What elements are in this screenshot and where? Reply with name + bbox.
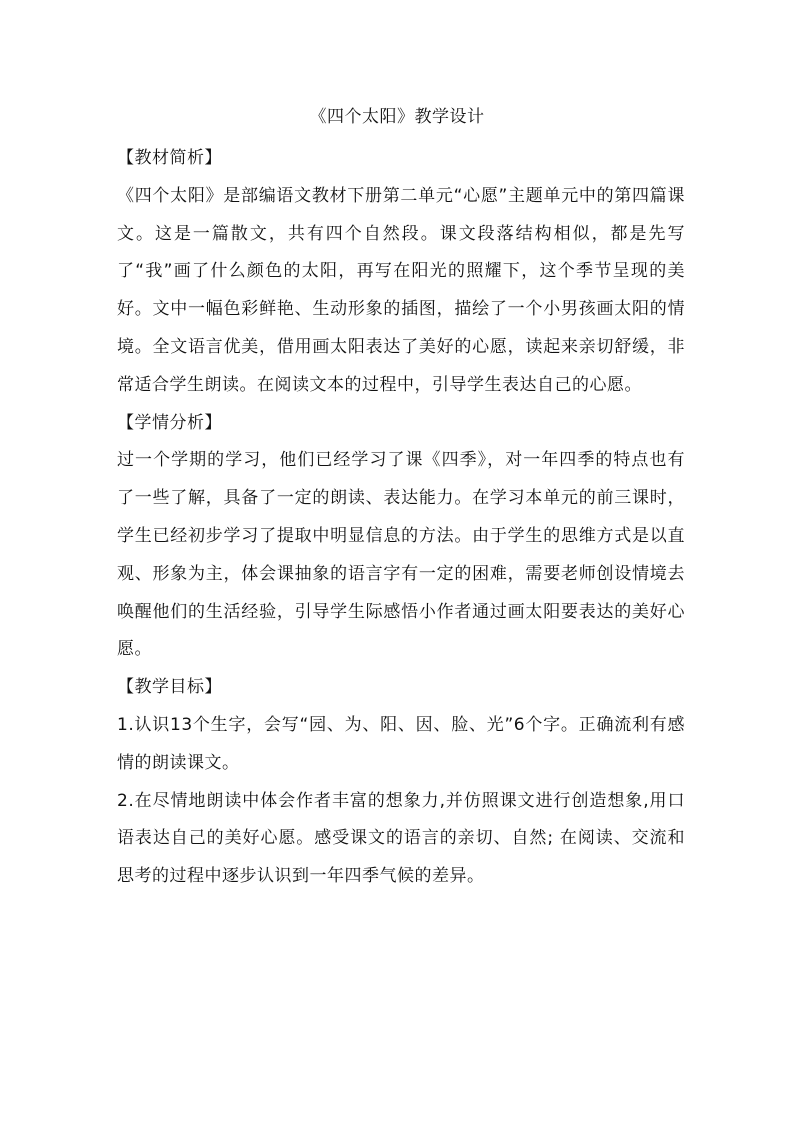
- paragraph-goal-2: 2.在尽情地朗读中体会作者丰富的想象力,并仿照课文进行创造想象,用口语表达自己的美好心愿。感受课文的语言的亲切、自然; 在阅读、交流和思考的过程中逐步认识到一年四季气候的差异。: [117, 790, 685, 887]
- paragraph-student-analysis: 过一个学期的学习，他们已经学习了课《四季》，对一年四季的特点也有了一些了解，具备了一定的朗读、表达能力。在学习本单元的前三课时，学生已经初步学习了提取中明显信息的方法。由于学生的思维方式是以直观、形象为主，体会课抽象的语言字有一定的困难，需要老师创设情境去唤醒他们的生活经验，引导学生际感悟小作者通过画太阳要表达的美好心愿。: [117, 450, 685, 660]
- paragraph-goal-1: 1.认识13个生字，会写“园、为、阳、因、脸、光”6个字。正确流利有感情的朗读课文。: [117, 714, 685, 773]
- section-heading-textbook-analysis: 【教材简析】: [117, 148, 222, 168]
- section-heading-student-analysis: 【学情分析】: [117, 412, 222, 433]
- document-body: [117, 140, 685, 896]
- section-heading-teaching-goals: 【教学目标】: [117, 677, 222, 698]
- document-title: 《四个太阳》教学设计: [309, 107, 485, 127]
- paragraph-textbook-analysis: 《四个太阳》是部编语文教材下册第二单元“心愿”主题单元中的第四篇课文。这是一篇散文，共有四个自然段。课文段落结构相似，都是先写了“我”画了什么颜色的太阳，再写在阳光的照耀下，这个季节呈现的美好。文中一幅色彩鲜艳、生动形象的插图，描绘了一个小男孩画太阳的情境。全文语言优美，借用画太阳表达了美好的心愿，读起来亲切舒缓，非常适合学生朗读。在阅读文本的过程中，引导学生表达自己的心愿。: [117, 185, 685, 395]
